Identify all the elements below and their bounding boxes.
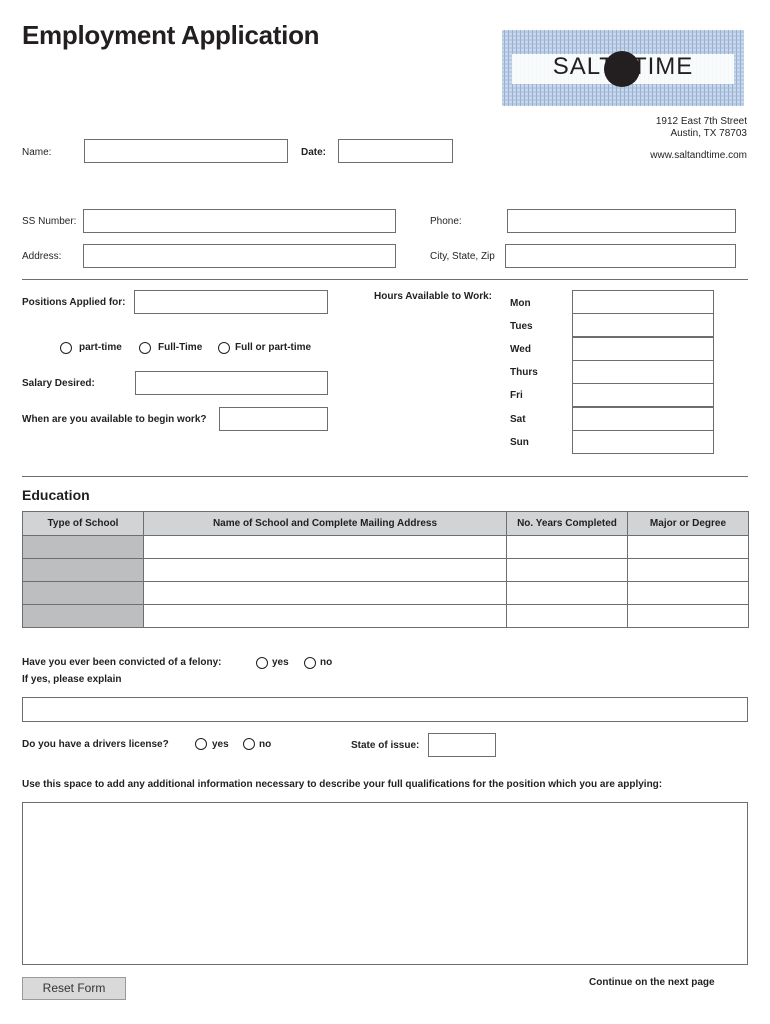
- address-field[interactable]: [83, 244, 396, 268]
- divider: [22, 279, 748, 280]
- school-name-cell[interactable]: [144, 582, 507, 605]
- table-row: [23, 582, 749, 605]
- reset-form-button[interactable]: Reset Form: [22, 977, 126, 1000]
- type-of-school-cell[interactable]: [23, 559, 144, 582]
- full-time-label: Full-Time: [158, 342, 203, 353]
- logo-text: SALT&TIME: [552, 53, 694, 80]
- city-state-zip-field[interactable]: [505, 244, 736, 268]
- additional-info-textarea[interactable]: [22, 802, 748, 965]
- license-question: Do you have a drivers license?: [22, 739, 169, 750]
- school-name-cell[interactable]: [144, 605, 507, 628]
- column-header: No. Years Completed: [507, 512, 628, 536]
- date-field[interactable]: [338, 139, 453, 163]
- day-label-fri: Fri: [510, 390, 523, 401]
- education-heading: Education: [22, 487, 90, 503]
- day-label-sat: Sat: [510, 414, 526, 425]
- hours-field-wed[interactable]: [572, 337, 714, 361]
- full-or-part-time-radio[interactable]: [218, 342, 230, 354]
- salary-label: Salary Desired:: [22, 378, 95, 389]
- table-row: [23, 605, 749, 628]
- website-link: www.saltandtime.com: [650, 150, 747, 161]
- address-line-2: Austin, TX 78703: [670, 128, 747, 139]
- phone-field[interactable]: [507, 209, 736, 233]
- salary-field[interactable]: [135, 371, 328, 395]
- type-of-school-cell[interactable]: [23, 536, 144, 559]
- begin-work-field[interactable]: [219, 407, 328, 431]
- divider: [22, 476, 748, 477]
- education-table: [22, 511, 749, 628]
- license-yes-radio[interactable]: [195, 738, 207, 750]
- state-of-issue-label: State of issue:: [351, 740, 420, 751]
- education-header-row: [23, 512, 749, 536]
- column-header: Major or Degree: [628, 512, 749, 536]
- major-cell[interactable]: [628, 582, 749, 605]
- continue-note: Continue on the next page: [589, 977, 715, 988]
- begin-work-label: When are you available to begin work?: [22, 414, 207, 425]
- part-time-radio[interactable]: [60, 342, 72, 354]
- positions-label: Positions Applied for:: [22, 297, 126, 308]
- felony-explain-field[interactable]: [22, 697, 748, 722]
- hours-field-mon[interactable]: [572, 290, 714, 314]
- type-of-school-cell[interactable]: [23, 582, 144, 605]
- hours-field-sun[interactable]: [572, 430, 714, 454]
- hours-field-sat[interactable]: [572, 407, 714, 431]
- name-label: Name:: [22, 147, 52, 158]
- state-of-issue-field[interactable]: [428, 733, 496, 757]
- day-label-tues: Tues: [510, 321, 533, 332]
- felony-no-label: no: [320, 657, 333, 668]
- company-logo: [500, 26, 746, 110]
- hours-field-tues[interactable]: [572, 313, 714, 337]
- page-title: Employment Application: [22, 20, 320, 50]
- major-cell[interactable]: [628, 536, 749, 559]
- ss-number-label: SS Number:: [22, 216, 77, 227]
- major-cell[interactable]: [628, 559, 749, 582]
- date-label: Date:: [301, 147, 327, 158]
- felony-explain-label: If yes, please explain: [22, 674, 122, 685]
- license-yes-label: yes: [212, 739, 229, 750]
- major-cell[interactable]: [628, 605, 749, 628]
- city-state-zip-label: City, State, Zip: [430, 251, 495, 262]
- table-row: [23, 559, 749, 582]
- license-no-radio[interactable]: [243, 738, 255, 750]
- day-label-sun: Sun: [510, 437, 529, 448]
- school-name-cell[interactable]: [144, 536, 507, 559]
- felony-no-radio[interactable]: [304, 657, 316, 669]
- years-completed-cell[interactable]: [507, 536, 628, 559]
- license-no-label: no: [259, 739, 272, 750]
- ss-number-field[interactable]: [83, 209, 396, 233]
- hours-field-thurs[interactable]: [572, 360, 714, 384]
- years-completed-cell[interactable]: [507, 559, 628, 582]
- part-time-label: part-time: [79, 342, 122, 353]
- column-header: Name of School and Complete Mailing Address: [144, 512, 507, 536]
- felony-yes-radio[interactable]: [256, 657, 268, 669]
- address-label: Address:: [22, 251, 62, 262]
- table-row: [23, 536, 749, 559]
- address-line-1: 1912 East 7th Street: [655, 116, 747, 127]
- hours-label: Hours Available to Work:: [374, 291, 492, 302]
- years-completed-cell[interactable]: [507, 582, 628, 605]
- day-label-thurs: Thurs: [510, 367, 538, 378]
- full-or-part-time-label: Full or part-time: [235, 342, 312, 353]
- phone-label: Phone:: [430, 216, 462, 227]
- additional-info-label: Use this space to add any additional information necessary to describe your full qualifications for the position which you are applying:: [22, 779, 663, 790]
- school-name-cell[interactable]: [144, 559, 507, 582]
- felony-question: Have you ever been convicted of a felony:: [22, 657, 222, 668]
- day-label-mon: Mon: [510, 298, 531, 309]
- positions-field[interactable]: [134, 290, 328, 314]
- felony-yes-label: yes: [272, 657, 289, 668]
- full-time-radio[interactable]: [139, 342, 151, 354]
- name-field[interactable]: [84, 139, 288, 163]
- column-header: Type of School: [23, 512, 144, 536]
- hours-field-fri[interactable]: [572, 383, 714, 407]
- day-label-wed: Wed: [510, 344, 531, 355]
- type-of-school-cell[interactable]: [23, 605, 144, 628]
- years-completed-cell[interactable]: [507, 605, 628, 628]
